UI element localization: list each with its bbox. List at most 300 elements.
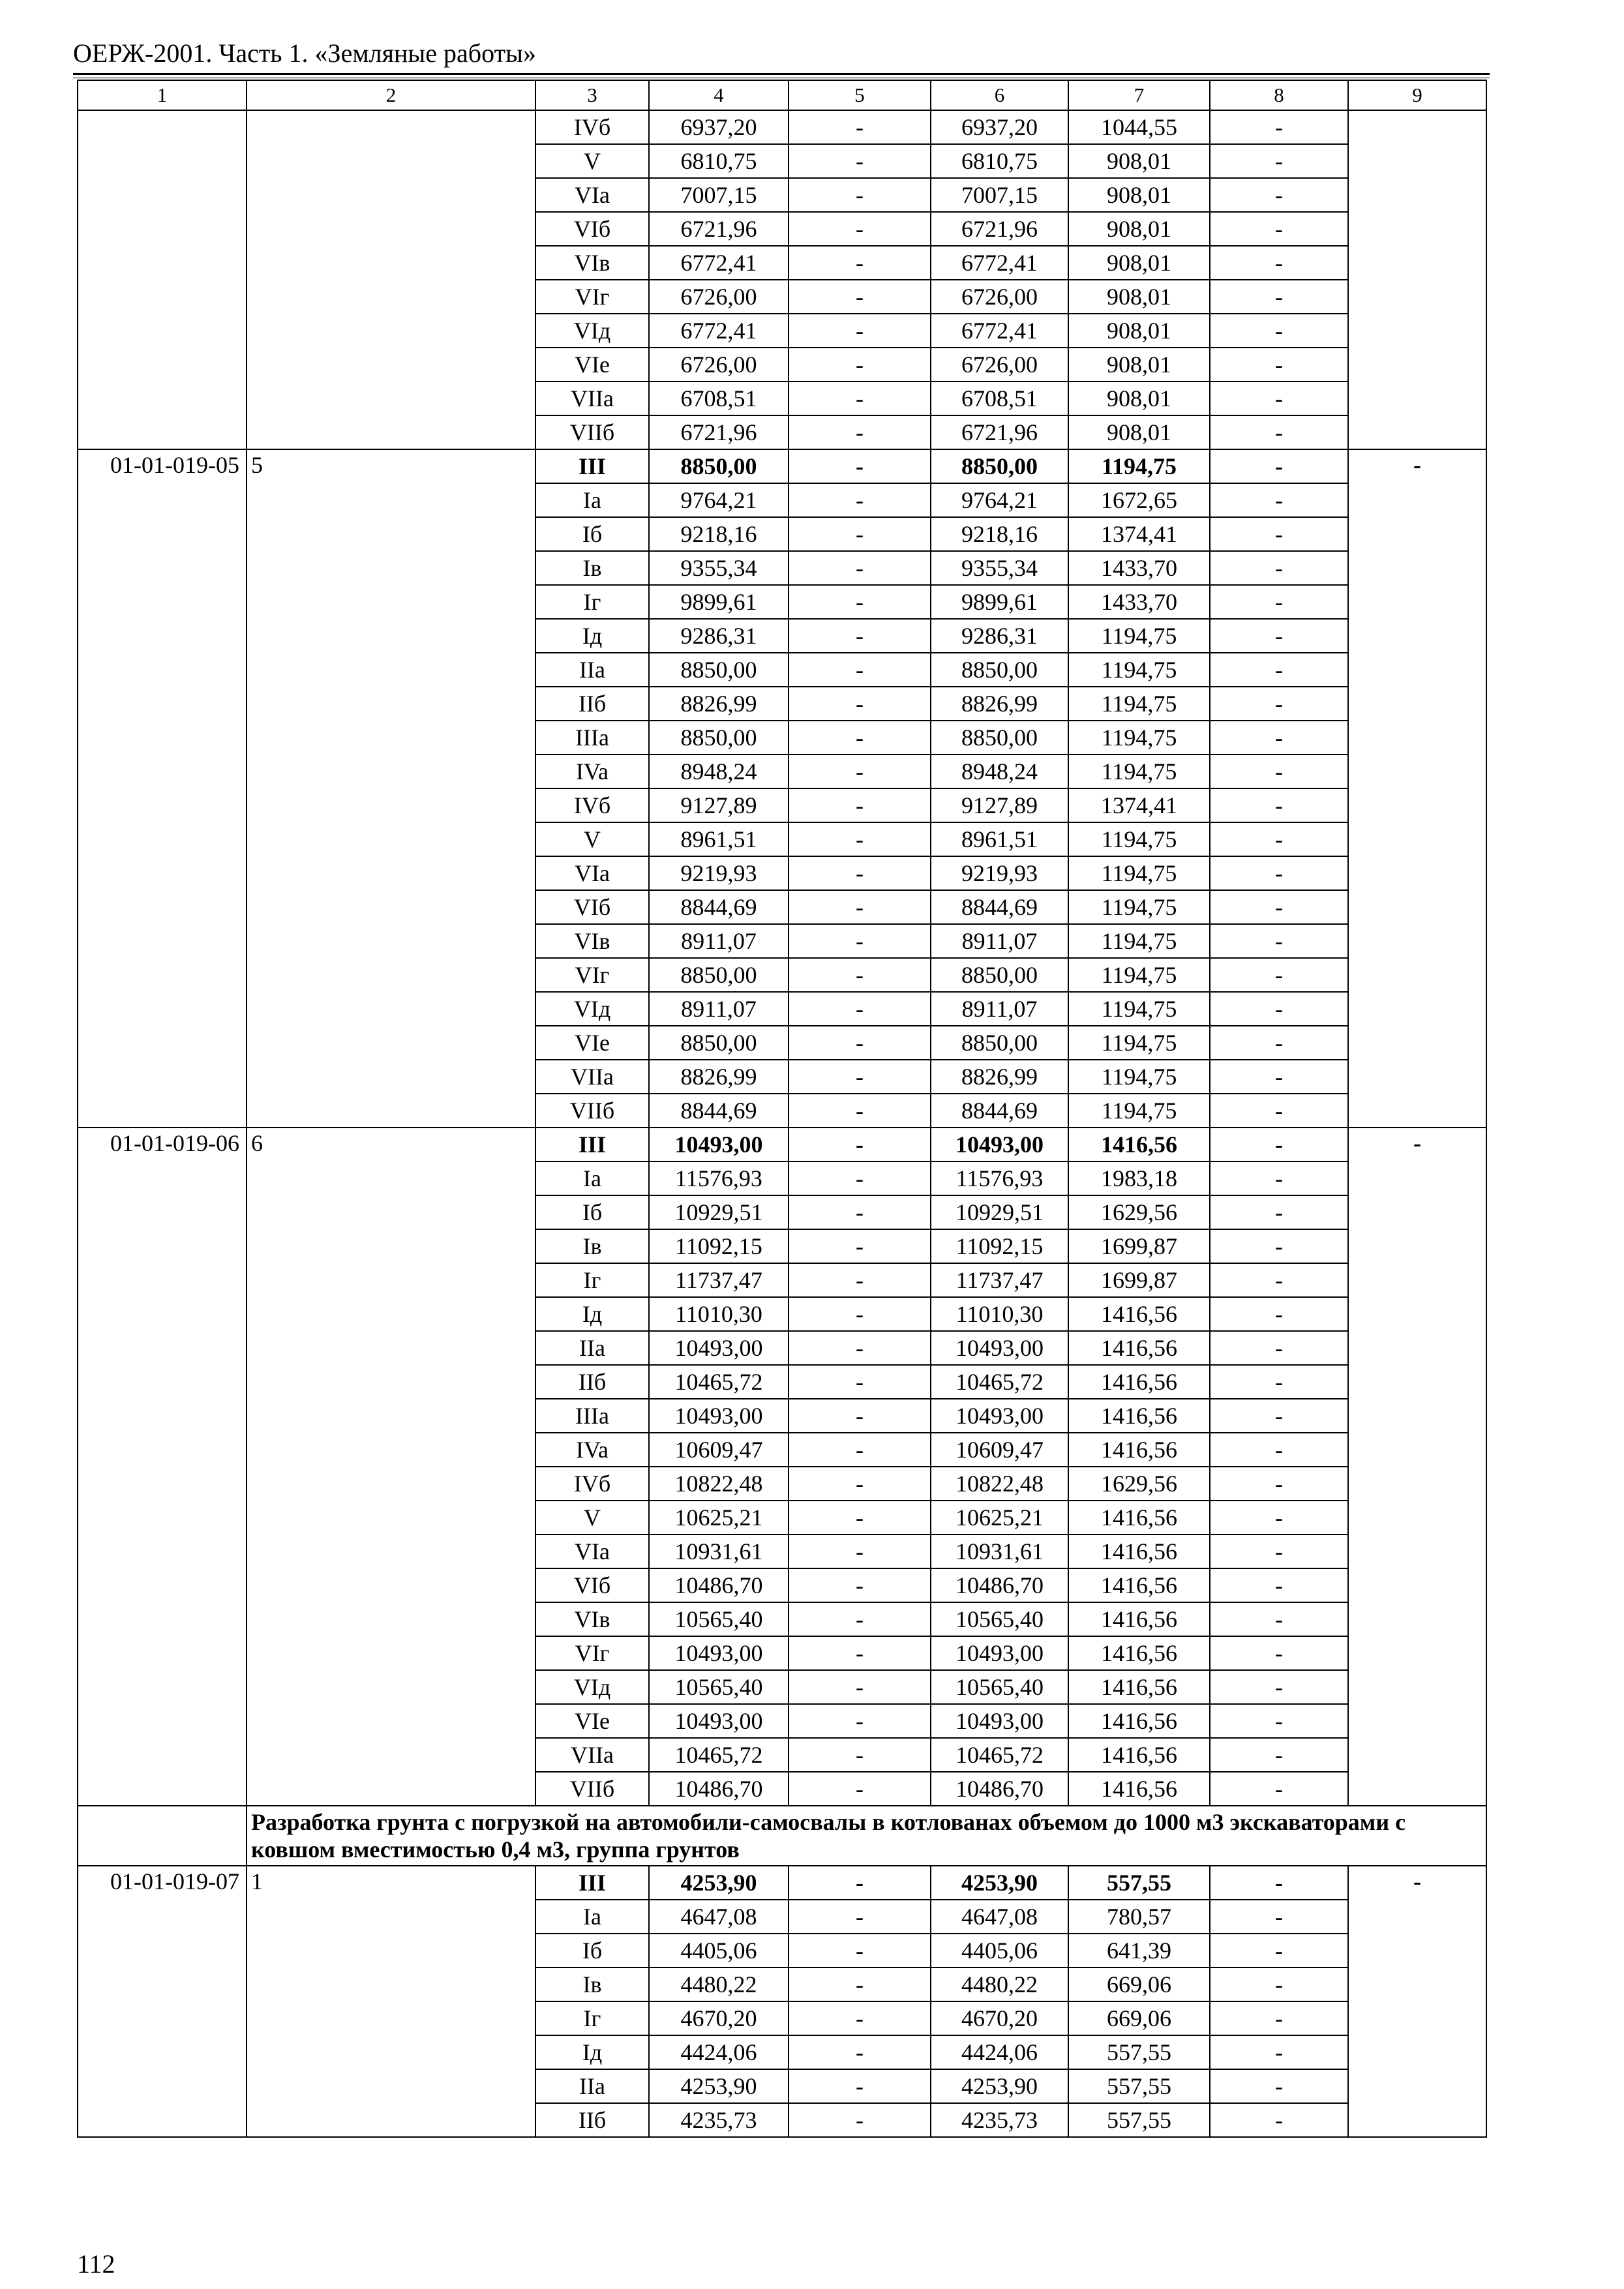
labor-cost-cell: - <box>789 246 931 280</box>
labor-cost-cell: - <box>789 1501 931 1534</box>
soil-group-cell: V <box>535 822 649 856</box>
labor-cost-cell: - <box>789 1602 931 1636</box>
driver-wage-cell: 1194,75 <box>1068 890 1210 924</box>
column-number: 8 <box>1210 80 1348 110</box>
total-cost-cell: 11010,30 <box>649 1297 789 1331</box>
machine-cost-cell: 10565,40 <box>931 1670 1068 1704</box>
soil-group-cell: IIa <box>535 653 649 687</box>
driver-wage-cell: 1194,75 <box>1068 755 1210 788</box>
driver-wage-cell: 1374,41 <box>1068 517 1210 551</box>
materials-cost-cell: - <box>1210 2103 1348 2137</box>
labor-cost-cell: - <box>789 1900 931 1934</box>
materials-cost-cell: - <box>1210 1026 1348 1060</box>
materials-cost-cell: - <box>1210 653 1348 687</box>
total-cost-cell: 10465,72 <box>649 1365 789 1399</box>
machine-cost-cell: 10493,00 <box>931 1331 1068 1365</box>
driver-wage-cell: 1416,56 <box>1068 1433 1210 1467</box>
total-cost-cell: 10822,48 <box>649 1467 789 1501</box>
machine-cost-cell: 11092,15 <box>931 1229 1068 1263</box>
machine-cost-cell: 4253,90 <box>931 2069 1068 2103</box>
column-number: 5 <box>789 80 931 110</box>
column-number: 3 <box>535 80 649 110</box>
column-number: 9 <box>1348 80 1486 110</box>
total-cost-cell: 10486,70 <box>649 1772 789 1806</box>
driver-wage-cell: 1416,56 <box>1068 1365 1210 1399</box>
machine-cost-cell: 10493,00 <box>931 1399 1068 1433</box>
labor-cost-cell: - <box>789 212 931 246</box>
machine-cost-cell: 4424,06 <box>931 2035 1068 2069</box>
labor-cost-cell: - <box>789 1568 931 1602</box>
labor-cost-cell: - <box>789 1704 931 1738</box>
materials-cost-cell: - <box>1210 992 1348 1026</box>
column-number: 4 <box>649 80 789 110</box>
soil-group-cell: VIв <box>535 924 649 958</box>
labor-cost-cell: - <box>789 551 931 585</box>
total-cost-cell: 8961,51 <box>649 822 789 856</box>
soil-group-cell: VIIa <box>535 382 649 415</box>
driver-wage-cell: 1416,56 <box>1068 1704 1210 1738</box>
materials-cost-cell: - <box>1210 1568 1348 1602</box>
labor-cost-cell: - <box>789 2103 931 2137</box>
labor-cost-cell: - <box>789 619 931 653</box>
total-cost-cell: 6726,00 <box>649 280 789 314</box>
materials-cost-cell: - <box>1210 1433 1348 1467</box>
machine-cost-cell: 10486,70 <box>931 1568 1068 1602</box>
labor-cost-cell: - <box>789 110 931 144</box>
materials-cost-cell: - <box>1210 1161 1348 1195</box>
machine-cost-cell: 9286,31 <box>931 619 1068 653</box>
col9-cell: - <box>1348 1866 1486 2137</box>
materials-cost-cell: - <box>1210 314 1348 348</box>
driver-wage-cell: 1194,75 <box>1068 653 1210 687</box>
machine-cost-cell: 10493,00 <box>931 1636 1068 1670</box>
driver-wage-cell: 1983,18 <box>1068 1161 1210 1195</box>
materials-cost-cell: - <box>1210 856 1348 890</box>
labor-cost-cell: - <box>789 585 931 619</box>
soil-group-cell: VIг <box>535 958 649 992</box>
materials-cost-cell: - <box>1210 1060 1348 1094</box>
soil-group-cell: Iб <box>535 517 649 551</box>
materials-cost-cell: - <box>1210 1229 1348 1263</box>
labor-cost-cell: - <box>789 992 931 1026</box>
materials-cost-cell: - <box>1210 1263 1348 1297</box>
labor-cost-cell: - <box>789 958 931 992</box>
total-cost-cell: 8850,00 <box>649 958 789 992</box>
soil-group-cell: VIд <box>535 992 649 1026</box>
driver-wage-cell: 908,01 <box>1068 246 1210 280</box>
materials-cost-cell: - <box>1210 687 1348 721</box>
materials-cost-cell: - <box>1210 1467 1348 1501</box>
driver-wage-cell: 1416,56 <box>1068 1568 1210 1602</box>
driver-wage-cell: 669,06 <box>1068 1967 1210 2001</box>
labor-cost-cell: - <box>789 1331 931 1365</box>
code-cell: 01-01-019-05 <box>78 449 247 1128</box>
soil-group-cell: Iд <box>535 1297 649 1331</box>
column-number: 1 <box>78 80 247 110</box>
driver-wage-cell: 1194,75 <box>1068 856 1210 890</box>
driver-wage-cell: 1416,56 <box>1068 1331 1210 1365</box>
labor-cost-cell: - <box>789 348 931 382</box>
materials-cost-cell: - <box>1210 1399 1348 1433</box>
machine-cost-cell: 4480,22 <box>931 1967 1068 2001</box>
soil-group-cell: VIд <box>535 314 649 348</box>
materials-cost-cell: - <box>1210 517 1348 551</box>
labor-cost-cell: - <box>789 1297 931 1331</box>
labor-cost-cell: - <box>789 1161 931 1195</box>
soil-group-cell: Iд <box>535 619 649 653</box>
soil-group-cell: Iг <box>535 2001 649 2035</box>
machine-cost-cell: 8850,00 <box>931 721 1068 755</box>
soil-group-cell: IVб <box>535 788 649 822</box>
machine-cost-cell: 9764,21 <box>931 483 1068 517</box>
driver-wage-cell: 1433,70 <box>1068 585 1210 619</box>
machine-cost-cell: 10625,21 <box>931 1501 1068 1534</box>
col9-cell: - <box>1348 1128 1486 1806</box>
labor-cost-cell: - <box>789 517 931 551</box>
driver-wage-cell: 557,55 <box>1068 1866 1210 1900</box>
labor-cost-cell: - <box>789 856 931 890</box>
machine-cost-cell: 9355,34 <box>931 551 1068 585</box>
total-cost-cell: 8911,07 <box>649 924 789 958</box>
soil-group-cell: V <box>535 144 649 178</box>
machine-cost-cell: 4253,90 <box>931 1866 1068 1900</box>
labor-cost-cell: - <box>789 755 931 788</box>
labor-cost-cell: - <box>789 1738 931 1772</box>
soil-group-cell: V <box>535 1501 649 1534</box>
labor-cost-cell: - <box>789 449 931 483</box>
machine-cost-cell: 8826,99 <box>931 687 1068 721</box>
labor-cost-cell: - <box>789 687 931 721</box>
labor-cost-cell: - <box>789 1094 931 1128</box>
soil-group-cell: VIг <box>535 1636 649 1670</box>
total-cost-cell: 8826,99 <box>649 1060 789 1094</box>
total-cost-cell: 4424,06 <box>649 2035 789 2069</box>
materials-cost-cell: - <box>1210 483 1348 517</box>
driver-wage-cell: 1416,56 <box>1068 1738 1210 1772</box>
machine-cost-cell: 11010,30 <box>931 1297 1068 1331</box>
labor-cost-cell: - <box>789 788 931 822</box>
driver-wage-cell: 780,57 <box>1068 1900 1210 1934</box>
page-header: ОЕРЖ-2001. Часть 1. «Земляные работы» <box>73 38 536 68</box>
materials-cost-cell: - <box>1210 924 1348 958</box>
total-cost-cell: 8850,00 <box>649 1026 789 1060</box>
soil-group-cell: III <box>535 1128 649 1161</box>
total-cost-cell: 8850,00 <box>649 721 789 755</box>
table-row <box>78 449 1486 483</box>
soil-group-cell: VIб <box>535 212 649 246</box>
labor-cost-cell: - <box>789 1534 931 1568</box>
materials-cost-cell: - <box>1210 1602 1348 1636</box>
materials-cost-cell: - <box>1210 890 1348 924</box>
labor-cost-cell: - <box>789 1967 931 2001</box>
machine-cost-cell: 11737,47 <box>931 1263 1068 1297</box>
machine-cost-cell: 10609,47 <box>931 1433 1068 1467</box>
item-number-cell: 5 <box>247 449 535 1128</box>
materials-cost-cell: - <box>1210 382 1348 415</box>
machine-cost-cell: 4670,20 <box>931 2001 1068 2035</box>
driver-wage-cell: 1194,75 <box>1068 687 1210 721</box>
total-cost-cell: 9899,61 <box>649 585 789 619</box>
total-cost-cell: 4253,90 <box>649 2069 789 2103</box>
total-cost-cell: 11737,47 <box>649 1263 789 1297</box>
materials-cost-cell: - <box>1210 1738 1348 1772</box>
total-cost-cell: 10493,00 <box>649 1704 789 1738</box>
materials-cost-cell: - <box>1210 348 1348 382</box>
total-cost-cell: 6721,96 <box>649 415 789 449</box>
labor-cost-cell: - <box>789 822 931 856</box>
total-cost-cell: 10565,40 <box>649 1602 789 1636</box>
driver-wage-cell: 1194,75 <box>1068 1060 1210 1094</box>
labor-cost-cell: - <box>789 144 931 178</box>
machine-cost-cell: 8911,07 <box>931 992 1068 1026</box>
driver-wage-cell: 1194,75 <box>1068 992 1210 1026</box>
total-cost-cell: 6726,00 <box>649 348 789 382</box>
machine-cost-cell: 4647,08 <box>931 1900 1068 1934</box>
total-cost-cell: 6772,41 <box>649 314 789 348</box>
labor-cost-cell: - <box>789 1026 931 1060</box>
soil-group-cell: IIб <box>535 1365 649 1399</box>
driver-wage-cell: 908,01 <box>1068 212 1210 246</box>
code-cell: 01-01-019-06 <box>78 1128 247 1806</box>
labor-cost-cell: - <box>789 483 931 517</box>
total-cost-cell: 9764,21 <box>649 483 789 517</box>
soil-group-cell: Iв <box>535 1229 649 1263</box>
soil-group-cell: VIe <box>535 1704 649 1738</box>
driver-wage-cell: 1629,56 <box>1068 1195 1210 1229</box>
materials-cost-cell: - <box>1210 1195 1348 1229</box>
machine-cost-cell: 8911,07 <box>931 924 1068 958</box>
materials-cost-cell: - <box>1210 585 1348 619</box>
soil-group-cell: IVa <box>535 1433 649 1467</box>
driver-wage-cell: 1416,56 <box>1068 1670 1210 1704</box>
materials-cost-cell: - <box>1210 246 1348 280</box>
col9-cell: - <box>1348 449 1486 1128</box>
machine-cost-cell: 6937,20 <box>931 110 1068 144</box>
total-cost-cell: 8844,69 <box>649 1094 789 1128</box>
driver-wage-cell: 557,55 <box>1068 2069 1210 2103</box>
machine-cost-cell: 10486,70 <box>931 1772 1068 1806</box>
machine-cost-cell: 11576,93 <box>931 1161 1068 1195</box>
driver-wage-cell: 1194,75 <box>1068 958 1210 992</box>
labor-cost-cell: - <box>789 178 931 212</box>
total-cost-cell: 4235,73 <box>649 2103 789 2137</box>
labor-cost-cell: - <box>789 1128 931 1161</box>
machine-cost-cell: 8826,99 <box>931 1060 1068 1094</box>
materials-cost-cell: - <box>1210 110 1348 144</box>
machine-cost-cell: 6726,00 <box>931 280 1068 314</box>
total-cost-cell: 10929,51 <box>649 1195 789 1229</box>
soil-group-cell: Iб <box>535 1195 649 1229</box>
section-heading-row <box>78 1806 1486 1866</box>
driver-wage-cell: 1194,75 <box>1068 721 1210 755</box>
materials-cost-cell: - <box>1210 1501 1348 1534</box>
total-cost-cell: 4253,90 <box>649 1866 789 1900</box>
machine-cost-cell: 10929,51 <box>931 1195 1068 1229</box>
materials-cost-cell: - <box>1210 1128 1348 1161</box>
soil-group-cell: III <box>535 449 649 483</box>
total-cost-cell: 11576,93 <box>649 1161 789 1195</box>
materials-cost-cell: - <box>1210 1094 1348 1128</box>
materials-cost-cell: - <box>1210 1967 1348 2001</box>
total-cost-cell: 6721,96 <box>649 212 789 246</box>
labor-cost-cell: - <box>789 1060 931 1094</box>
total-cost-cell: 10493,00 <box>649 1399 789 1433</box>
total-cost-cell: 10486,70 <box>649 1568 789 1602</box>
machine-cost-cell: 8850,00 <box>931 1026 1068 1060</box>
code-cell: 01-01-019-07 <box>78 1866 247 2137</box>
col9-cell <box>1348 110 1486 449</box>
soil-group-cell: IIб <box>535 2103 649 2137</box>
driver-wage-cell: 1416,56 <box>1068 1128 1210 1161</box>
driver-wage-cell: 1416,56 <box>1068 1772 1210 1806</box>
materials-cost-cell: - <box>1210 178 1348 212</box>
materials-cost-cell: - <box>1210 1704 1348 1738</box>
labor-cost-cell: - <box>789 1866 931 1900</box>
driver-wage-cell: 908,01 <box>1068 280 1210 314</box>
item-number-cell: 1 <box>247 1866 535 2137</box>
column-number: 7 <box>1068 80 1210 110</box>
labor-cost-cell: - <box>789 1934 931 1967</box>
soil-group-cell: IVб <box>535 110 649 144</box>
machine-cost-cell: 10565,40 <box>931 1602 1068 1636</box>
table-row <box>78 110 1486 144</box>
soil-group-cell: VIIб <box>535 415 649 449</box>
total-cost-cell: 10493,00 <box>649 1331 789 1365</box>
item-number-cell <box>247 110 535 449</box>
soil-group-cell: VIв <box>535 1602 649 1636</box>
soil-group-cell: VIIa <box>535 1738 649 1772</box>
soil-group-cell: Iг <box>535 585 649 619</box>
machine-cost-cell: 8850,00 <box>931 449 1068 483</box>
materials-cost-cell: - <box>1210 958 1348 992</box>
machine-cost-cell: 10465,72 <box>931 1365 1068 1399</box>
column-number: 6 <box>931 80 1068 110</box>
materials-cost-cell: - <box>1210 2035 1348 2069</box>
driver-wage-cell: 908,01 <box>1068 178 1210 212</box>
total-cost-cell: 9219,93 <box>649 856 789 890</box>
soil-group-cell: Iв <box>535 551 649 585</box>
labor-cost-cell: - <box>789 280 931 314</box>
labor-cost-cell: - <box>789 924 931 958</box>
materials-cost-cell: - <box>1210 822 1348 856</box>
materials-cost-cell: - <box>1210 619 1348 653</box>
materials-cost-cell: - <box>1210 1772 1348 1806</box>
machine-cost-cell: 6772,41 <box>931 246 1068 280</box>
total-cost-cell: 9286,31 <box>649 619 789 653</box>
total-cost-cell: 9218,16 <box>649 517 789 551</box>
materials-cost-cell: - <box>1210 212 1348 246</box>
driver-wage-cell: 1416,56 <box>1068 1636 1210 1670</box>
soil-group-cell: VIв <box>535 246 649 280</box>
soil-group-cell: VIa <box>535 178 649 212</box>
total-cost-cell: 10931,61 <box>649 1534 789 1568</box>
soil-group-cell: VIIб <box>535 1094 649 1128</box>
materials-cost-cell: - <box>1210 788 1348 822</box>
driver-wage-cell: 1044,55 <box>1068 110 1210 144</box>
labor-cost-cell: - <box>789 721 931 755</box>
driver-wage-cell: 1194,75 <box>1068 822 1210 856</box>
materials-cost-cell: - <box>1210 1534 1348 1568</box>
total-cost-cell: 10465,72 <box>649 1738 789 1772</box>
labor-cost-cell: - <box>789 415 931 449</box>
soil-group-cell: IIa <box>535 1331 649 1365</box>
total-cost-cell: 6772,41 <box>649 246 789 280</box>
machine-cost-cell: 8961,51 <box>931 822 1068 856</box>
section-heading: Разработка грунта с погрузкой на автомобили-самосвалы в котлованах объемом до 1000 м3 экскаваторами с ковшом вместимостью 0,4 м3, группа грунтов <box>247 1806 1486 1866</box>
driver-wage-cell: 1194,75 <box>1068 449 1210 483</box>
driver-wage-cell: 1374,41 <box>1068 788 1210 822</box>
soil-group-cell: VIг <box>535 280 649 314</box>
soil-group-cell: VIIa <box>535 1060 649 1094</box>
code-cell <box>78 110 247 449</box>
labor-cost-cell: - <box>789 1399 931 1433</box>
driver-wage-cell: 1194,75 <box>1068 1026 1210 1060</box>
labor-cost-cell: - <box>789 1433 931 1467</box>
total-cost-cell: 4480,22 <box>649 1967 789 2001</box>
materials-cost-cell: - <box>1210 449 1348 483</box>
labor-cost-cell: - <box>789 2069 931 2103</box>
soil-group-cell: IIб <box>535 687 649 721</box>
page-number: 112 <box>77 2249 115 2279</box>
soil-group-cell: IIa <box>535 2069 649 2103</box>
machine-cost-cell: 6708,51 <box>931 382 1068 415</box>
machine-cost-cell: 6810,75 <box>931 144 1068 178</box>
column-number-row <box>78 80 1486 110</box>
machine-cost-cell: 8844,69 <box>931 1094 1068 1128</box>
labor-cost-cell: - <box>789 2001 931 2035</box>
total-cost-cell: 10493,00 <box>649 1128 789 1161</box>
soil-group-cell: IVб <box>535 1467 649 1501</box>
machine-cost-cell: 8850,00 <box>931 653 1068 687</box>
machine-cost-cell: 6726,00 <box>931 348 1068 382</box>
materials-cost-cell: - <box>1210 1900 1348 1934</box>
driver-wage-cell: 1433,70 <box>1068 551 1210 585</box>
total-cost-cell: 11092,15 <box>649 1229 789 1263</box>
soil-group-cell: IVa <box>535 755 649 788</box>
materials-cost-cell: - <box>1210 280 1348 314</box>
total-cost-cell: 9355,34 <box>649 551 789 585</box>
soil-group-cell: VIe <box>535 348 649 382</box>
total-cost-cell: 6708,51 <box>649 382 789 415</box>
machine-cost-cell: 10822,48 <box>931 1467 1068 1501</box>
driver-wage-cell: 908,01 <box>1068 144 1210 178</box>
soil-group-cell: VIa <box>535 856 649 890</box>
total-cost-cell: 4647,08 <box>649 1900 789 1934</box>
materials-cost-cell: - <box>1210 721 1348 755</box>
labor-cost-cell: - <box>789 1195 931 1229</box>
driver-wage-cell: 1629,56 <box>1068 1467 1210 1501</box>
soil-group-cell: III <box>535 1866 649 1900</box>
soil-group-cell: Iг <box>535 1263 649 1297</box>
materials-cost-cell: - <box>1210 1331 1348 1365</box>
total-cost-cell: 8844,69 <box>649 890 789 924</box>
soil-group-cell: VIIб <box>535 1772 649 1806</box>
driver-wage-cell: 1194,75 <box>1068 1094 1210 1128</box>
driver-wage-cell: 908,01 <box>1068 415 1210 449</box>
materials-cost-cell: - <box>1210 755 1348 788</box>
machine-cost-cell: 9218,16 <box>931 517 1068 551</box>
total-cost-cell: 8850,00 <box>649 653 789 687</box>
labor-cost-cell: - <box>789 653 931 687</box>
total-cost-cell: 4670,20 <box>649 2001 789 2035</box>
driver-wage-cell: 1699,87 <box>1068 1263 1210 1297</box>
machine-cost-cell: 10493,00 <box>931 1704 1068 1738</box>
table-body <box>78 80 1486 2137</box>
soil-group-cell: Ia <box>535 1900 649 1934</box>
driver-wage-cell: 908,01 <box>1068 382 1210 415</box>
total-cost-cell: 4405,06 <box>649 1934 789 1967</box>
total-cost-cell: 6810,75 <box>649 144 789 178</box>
